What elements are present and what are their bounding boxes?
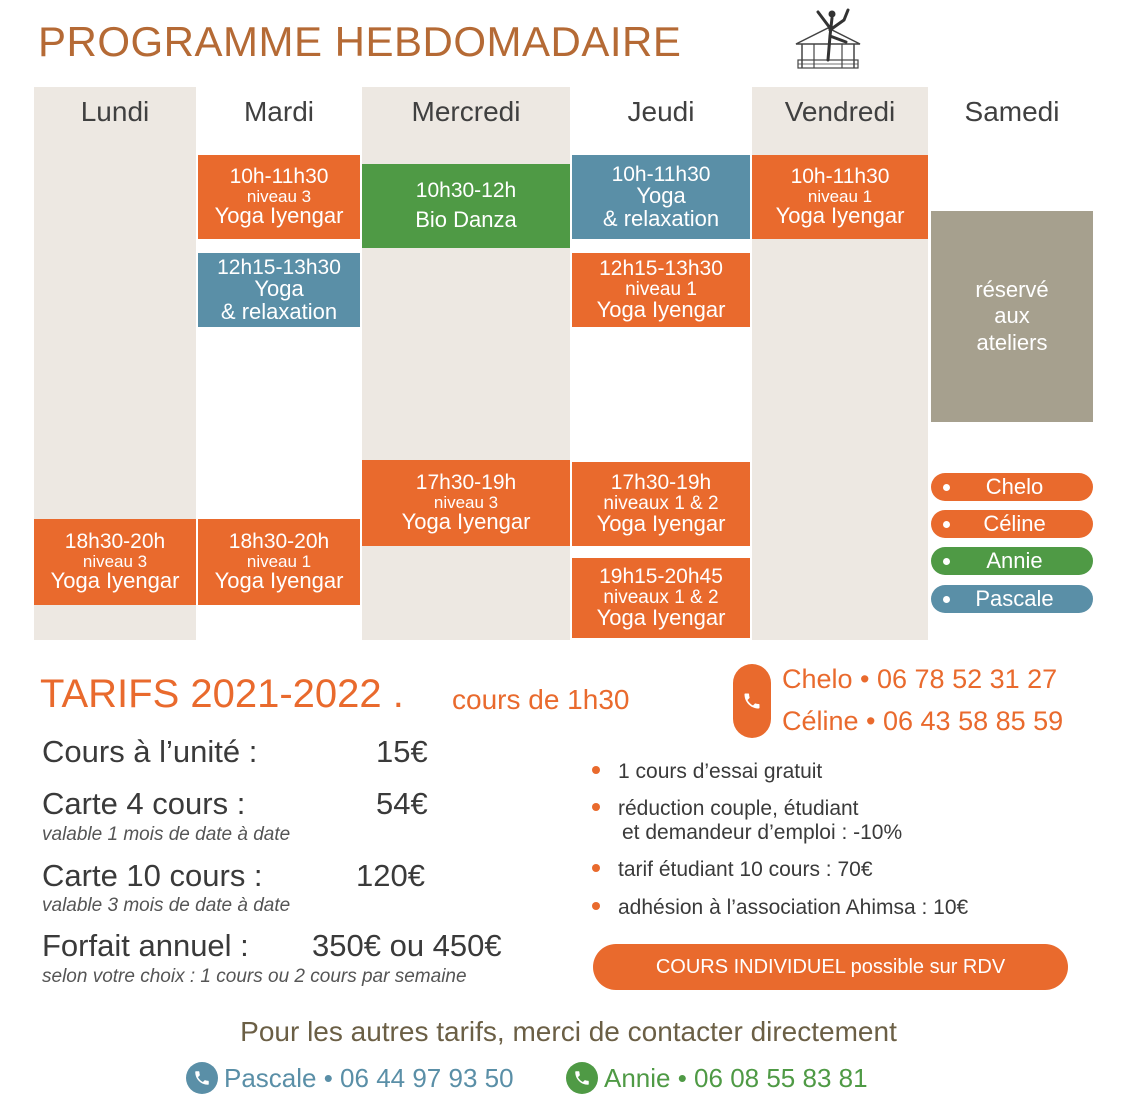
slot-time: 10h30-12h (415, 179, 517, 203)
slot-time: 12h15-13h30 (217, 255, 341, 279)
price-value-carte4: 54€ (376, 786, 428, 821)
slot-level: niveau 1 (807, 186, 873, 206)
slot-course: & relaxation (220, 298, 338, 324)
slot-time: 17h30-19h (610, 471, 712, 495)
slot-mardi-yoga-iyengar-morning (198, 155, 360, 239)
slot-course: Yoga Iyengar (775, 203, 905, 229)
slot-level: niveau 1 (625, 278, 697, 300)
day-mardi: Mardi (243, 96, 314, 127)
legend-pascale: Pascale (931, 585, 1093, 613)
info-tarif-etudiant: tarif étudiant 10 cours : 70€ (592, 858, 873, 882)
bullet-icon (943, 596, 950, 603)
slot-mardi-yoga-relaxation (198, 253, 360, 327)
slot-level: niveaux 1 & 2 (603, 492, 719, 514)
day-samedi: Samedi (964, 96, 1060, 127)
bullet-icon (592, 902, 600, 910)
bullet-icon (592, 766, 600, 774)
slot-jeudi-yoga-iyengar-midday (572, 253, 750, 327)
slot-course: Yoga Iyengar (596, 605, 726, 631)
slot-text: réservé (975, 276, 1049, 302)
slot-time: 17h30-19h (415, 471, 517, 495)
slot-course: Yoga Iyengar (401, 509, 531, 535)
slot-level: niveaux 1 & 2 (603, 586, 719, 608)
bullet-icon (943, 521, 950, 528)
slot-time: 10h-11h30 (790, 165, 890, 189)
price-value-forfait: 350€ ou 450€ (312, 928, 502, 963)
slot-course: Yoga Iyengar (50, 568, 180, 594)
slot-level: niveau 3 (82, 551, 148, 571)
bullet-icon (592, 864, 600, 872)
slot-time: 10h-11h30 (611, 162, 711, 186)
info-adhesion: adhésion à l’association Ahimsa : 10€ (592, 896, 968, 920)
price-note-carte4: valable 1 mois de date à date (42, 824, 291, 845)
slot-lundi-yoga-iyengar-evening (34, 519, 196, 605)
legend-celine: Céline (931, 510, 1093, 538)
price-value-unite: 15€ (376, 734, 428, 769)
price-note-carte10: valable 3 mois de date à date (42, 895, 291, 916)
slot-course: Yoga (254, 276, 304, 302)
slot-time: 19h15-20h45 (599, 565, 723, 589)
contact-chelo: Chelo • 06 78 52 31 27 (782, 664, 1058, 694)
footer-text: Pour les autres tarifs, merci de contacter directement (240, 1016, 897, 1047)
legend-annie: Annie (931, 547, 1093, 575)
phone-icon (566, 1062, 598, 1094)
slot-text: aux (994, 303, 1030, 329)
price-label-forfait: Forfait annuel : (42, 928, 249, 963)
slot-time: 18h30-20h (228, 530, 330, 554)
slot-time: 12h15-13h30 (599, 257, 723, 281)
day-lundi: Lundi (80, 96, 150, 127)
info-essai: 1 cours d’essai gratuit (592, 760, 822, 784)
legend-chelo: Chelo (931, 473, 1093, 501)
slot-time: 10h-11h30 (229, 165, 329, 189)
tarifs-subtitle: cours de 1h30 (452, 684, 630, 715)
info-reduction: réduction couple, étudiant et demandeur d’emploi : -10% (592, 797, 902, 845)
price-label-carte4: Carte 4 cours : (42, 786, 246, 821)
slot-jeudi-yoga-relaxation (572, 155, 750, 239)
yoga-pavilion-logo-icon (792, 6, 864, 76)
day-mercredi: Mercredi (411, 96, 521, 127)
slot-time: 18h30-20h (64, 530, 166, 554)
bullet-icon (943, 484, 950, 491)
slot-jeudi-yoga-iyengar-evening-2 (572, 558, 750, 638)
slot-course: Yoga Iyengar (596, 511, 726, 537)
slot-course: & relaxation (602, 205, 720, 231)
slot-mardi-yoga-iyengar-evening (198, 519, 360, 605)
footer-contact-pascale: Pascale • 06 44 97 93 50 (186, 1062, 514, 1094)
day-jeudi: Jeudi (627, 96, 695, 127)
slot-text: ateliers (976, 329, 1048, 355)
slot-jeudi-yoga-iyengar-evening-1 (572, 462, 750, 546)
slot-level: niveau 3 (433, 492, 499, 512)
cours-individuel-banner: COURS INDIVIDUEL possible sur RDV (593, 944, 1068, 990)
slot-course: Bio Danza (415, 207, 517, 233)
phone-icon (733, 664, 771, 738)
slot-vendredi-yoga-iyengar (752, 155, 928, 239)
phone-icon (186, 1062, 218, 1094)
bullet-icon (943, 558, 950, 565)
tarifs-title: TARIFS 2021-2022 . (40, 672, 404, 716)
price-value-carte10: 120€ (356, 858, 425, 893)
slot-mercredi-yoga-iyengar (362, 460, 570, 546)
slot-level: niveau 1 (246, 551, 312, 571)
price-note-forfait: selon votre choix : 1 cours ou 2 cours par semaine (42, 966, 467, 987)
day-vendredi: Vendredi (784, 96, 896, 127)
slot-course: Yoga Iyengar (214, 203, 344, 229)
slot-course: Yoga Iyengar (214, 568, 344, 594)
slot-level: niveau 3 (246, 186, 312, 206)
price-label-carte10: Carte 10 cours : (42, 858, 263, 893)
price-label-unite: Cours à l’unité : (42, 734, 258, 769)
footer-contact-annie: Annie • 06 08 55 83 81 (566, 1062, 868, 1094)
page-title: PROGRAMME HEBDOMADAIRE (38, 18, 682, 65)
contact-celine: Céline • 06 43 58 85 59 (782, 706, 1064, 736)
slot-course: Yoga Iyengar (596, 297, 726, 323)
slot-mercredi-bio-danza (362, 164, 570, 248)
bullet-icon (592, 803, 600, 811)
slot-samedi-ateliers (931, 211, 1093, 422)
slot-course: Yoga (636, 183, 686, 209)
